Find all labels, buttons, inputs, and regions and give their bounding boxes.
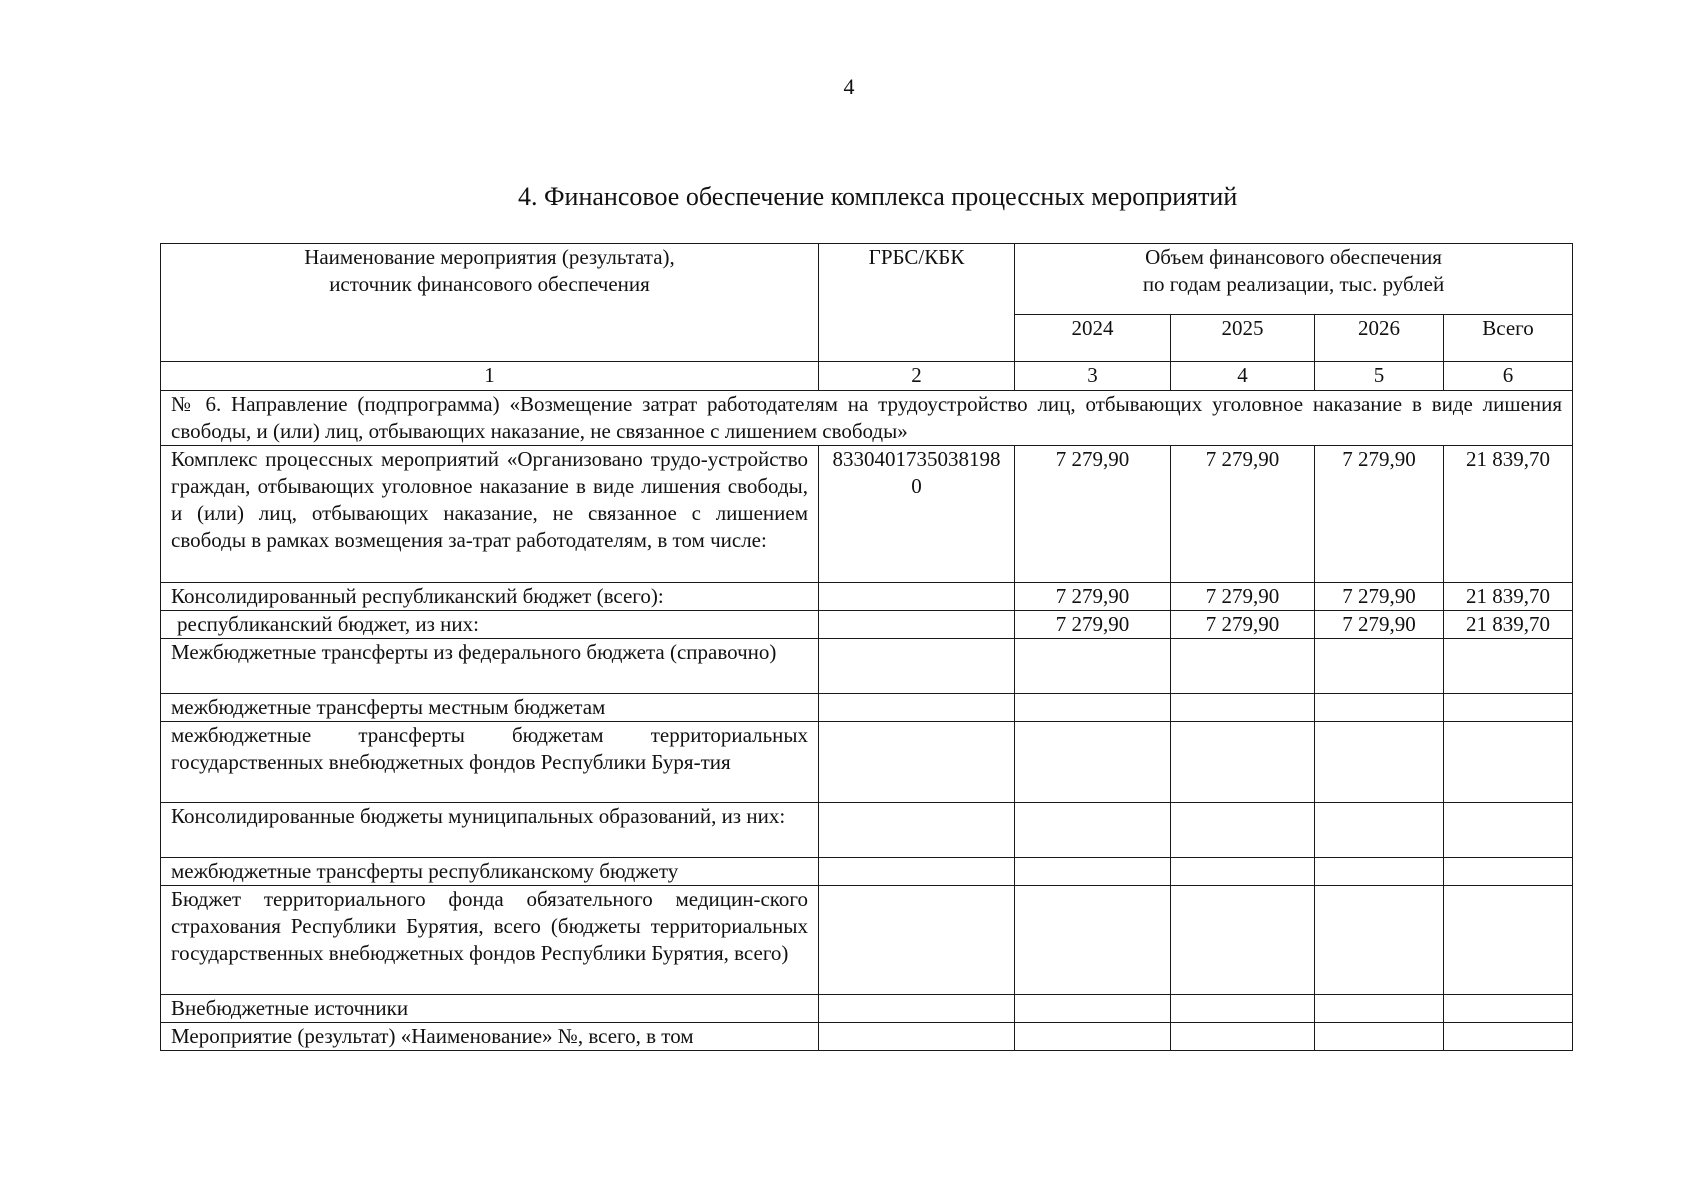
col-number-2: 2	[819, 362, 1015, 391]
header-volume-line-1: Объем финансового обеспечения	[1145, 245, 1442, 269]
value-2024-cell	[1015, 803, 1171, 858]
value-total-cell	[1444, 639, 1573, 694]
value-2026-cell	[1315, 886, 1444, 995]
value-2024-cell	[1015, 639, 1171, 694]
header-volume-cell	[1015, 244, 1573, 315]
value-2024-cell	[1015, 1023, 1171, 1051]
kbk-cell	[819, 639, 1015, 694]
header-grbs-cell: ГРБС/КБК	[819, 244, 1015, 362]
kbk-cell	[819, 1023, 1015, 1051]
table-row	[161, 611, 1573, 639]
page-number: 4	[843, 74, 855, 99]
header-name-line-1: Наименование мероприятия (результата),	[304, 245, 675, 269]
value-2025-cell: 7 279,90	[1171, 611, 1315, 639]
value-2024-cell: 7 279,90	[1015, 611, 1171, 639]
table-row	[161, 446, 1573, 583]
table-row	[161, 583, 1573, 611]
value-2024-cell: 7 279,90	[1015, 583, 1171, 611]
col-number-5: 5	[1315, 362, 1444, 391]
value-2025-cell	[1171, 722, 1315, 803]
value-2025-cell	[1171, 803, 1315, 858]
value-2025-cell: 7 279,90	[1171, 583, 1315, 611]
section-title: 4. Финансовое обеспечение комплекса процессных мероприятий	[518, 182, 1238, 211]
row-name-cell: Консолидированный республиканский бюджет (всего):	[161, 583, 819, 611]
value-2025-cell	[1171, 1023, 1315, 1051]
table-row	[161, 694, 1573, 722]
value-total-cell	[1444, 886, 1573, 995]
value-2026-cell	[1315, 722, 1444, 803]
value-2025-cell	[1171, 694, 1315, 722]
col-number-3: 3	[1015, 362, 1171, 391]
kbk-cell	[819, 694, 1015, 722]
value-total-cell: 21 839,70	[1444, 611, 1573, 639]
table-row	[161, 858, 1573, 886]
table-row	[161, 1023, 1573, 1051]
value-2026-cell: 7 279,90	[1315, 611, 1444, 639]
table-row	[161, 803, 1573, 858]
value-2026-cell	[1315, 858, 1444, 886]
row-name-cell: республиканский бюджет, из них:	[161, 611, 819, 639]
kbk-cell	[819, 886, 1015, 995]
header-volume-line-2: по годам реализации, тыс. рублей	[1142, 272, 1445, 296]
value-2026-cell	[1315, 803, 1444, 858]
value-total-cell	[1444, 995, 1573, 1023]
kbk-cell	[819, 583, 1015, 611]
value-2026-cell	[1315, 694, 1444, 722]
table-row	[161, 639, 1573, 694]
kbk-cell	[819, 722, 1015, 803]
financing-table	[160, 243, 1573, 1051]
value-total-cell	[1444, 1023, 1573, 1051]
kbk-cell	[819, 803, 1015, 858]
value-total-cell	[1444, 803, 1573, 858]
value-2025-cell	[1171, 858, 1315, 886]
value-2024-cell	[1015, 858, 1171, 886]
kbk-cell	[819, 858, 1015, 886]
header-year-2025: 2025	[1171, 315, 1315, 362]
row-name-cell: Внебюджетные источники	[161, 995, 819, 1023]
kbk-cell	[819, 995, 1015, 1023]
value-total-cell	[1444, 858, 1573, 886]
direction-row	[161, 391, 1573, 446]
header-year-2024: 2024	[1015, 315, 1171, 362]
table-row	[161, 995, 1573, 1023]
value-total-cell: 21 839,70	[1444, 446, 1573, 583]
header-name-cell	[161, 244, 819, 362]
value-2024-cell	[1015, 722, 1171, 803]
row-name-cell: Бюджет территориального фонда обязательного медицин-ского страхования Республики Бурятия, всего (бюджеты территориальных государственных внебюджетных фондов Республики Бурятия, всего)	[161, 886, 819, 995]
value-total-cell	[1444, 722, 1573, 803]
row-name-cell: Консолидированные бюджеты муниципальных образований, из них:	[161, 803, 819, 858]
col-number-6: 6	[1444, 362, 1573, 391]
value-2025-cell	[1171, 995, 1315, 1023]
value-2024-cell: 7 279,90	[1015, 446, 1171, 583]
row-name-cell: межбюджетные трансферты республиканскому бюджету	[161, 858, 819, 886]
value-2026-cell	[1315, 639, 1444, 694]
header-year-2026: 2026	[1315, 315, 1444, 362]
col-number-4: 4	[1171, 362, 1315, 391]
header-name-line-2: источник финансового обеспечения	[329, 272, 650, 296]
row-name-cell: межбюджетные трансферты местным бюджетам	[161, 694, 819, 722]
table-row	[161, 722, 1573, 803]
value-2024-cell	[1015, 995, 1171, 1023]
row-name-cell: Мероприятие (результат) «Наименование» №, всего, в том	[161, 1023, 819, 1051]
direction-cell: № 6. Направление (подпрограмма) «Возмещение затрат работодателям на трудоустройство лиц, отбывающих уголовное наказание в виде лишения свободы, и (или) лиц, отбывающих наказание, не связанное с лишением свободы»	[161, 391, 1573, 446]
value-2025-cell	[1171, 886, 1315, 995]
row-name-cell: межбюджетные трансферты бюджетам территориальных государственных внебюджетных фондов Республики Буря-тия	[161, 722, 819, 803]
value-total-cell	[1444, 694, 1573, 722]
value-2026-cell	[1315, 995, 1444, 1023]
value-2025-cell	[1171, 639, 1315, 694]
value-2025-cell: 7 279,90	[1171, 446, 1315, 583]
value-2026-cell: 7 279,90	[1315, 583, 1444, 611]
value-2026-cell: 7 279,90	[1315, 446, 1444, 583]
column-number-row	[161, 362, 1573, 391]
kbk-cell: 83304017350381980	[819, 446, 1015, 583]
row-name-cell: Комплекс процессных мероприятий «Организовано трудо-устройство граждан, отбывающих уголовное наказание в виде лишения свободы, и (или) лиц, отбывающих наказание, не связанное с лишением свободы в рамках возмещения за-трат работодателям, в том числе:	[161, 446, 819, 583]
header-row-1	[161, 244, 1573, 315]
col-number-1: 1	[161, 362, 819, 391]
row-name-cell: Межбюджетные трансферты из федерального бюджета (справочно)	[161, 639, 819, 694]
value-total-cell: 21 839,70	[1444, 583, 1573, 611]
table-row	[161, 886, 1573, 995]
value-2024-cell	[1015, 886, 1171, 995]
value-2026-cell	[1315, 1023, 1444, 1051]
value-2024-cell	[1015, 694, 1171, 722]
header-year-total: Всего	[1444, 315, 1573, 362]
kbk-cell	[819, 611, 1015, 639]
